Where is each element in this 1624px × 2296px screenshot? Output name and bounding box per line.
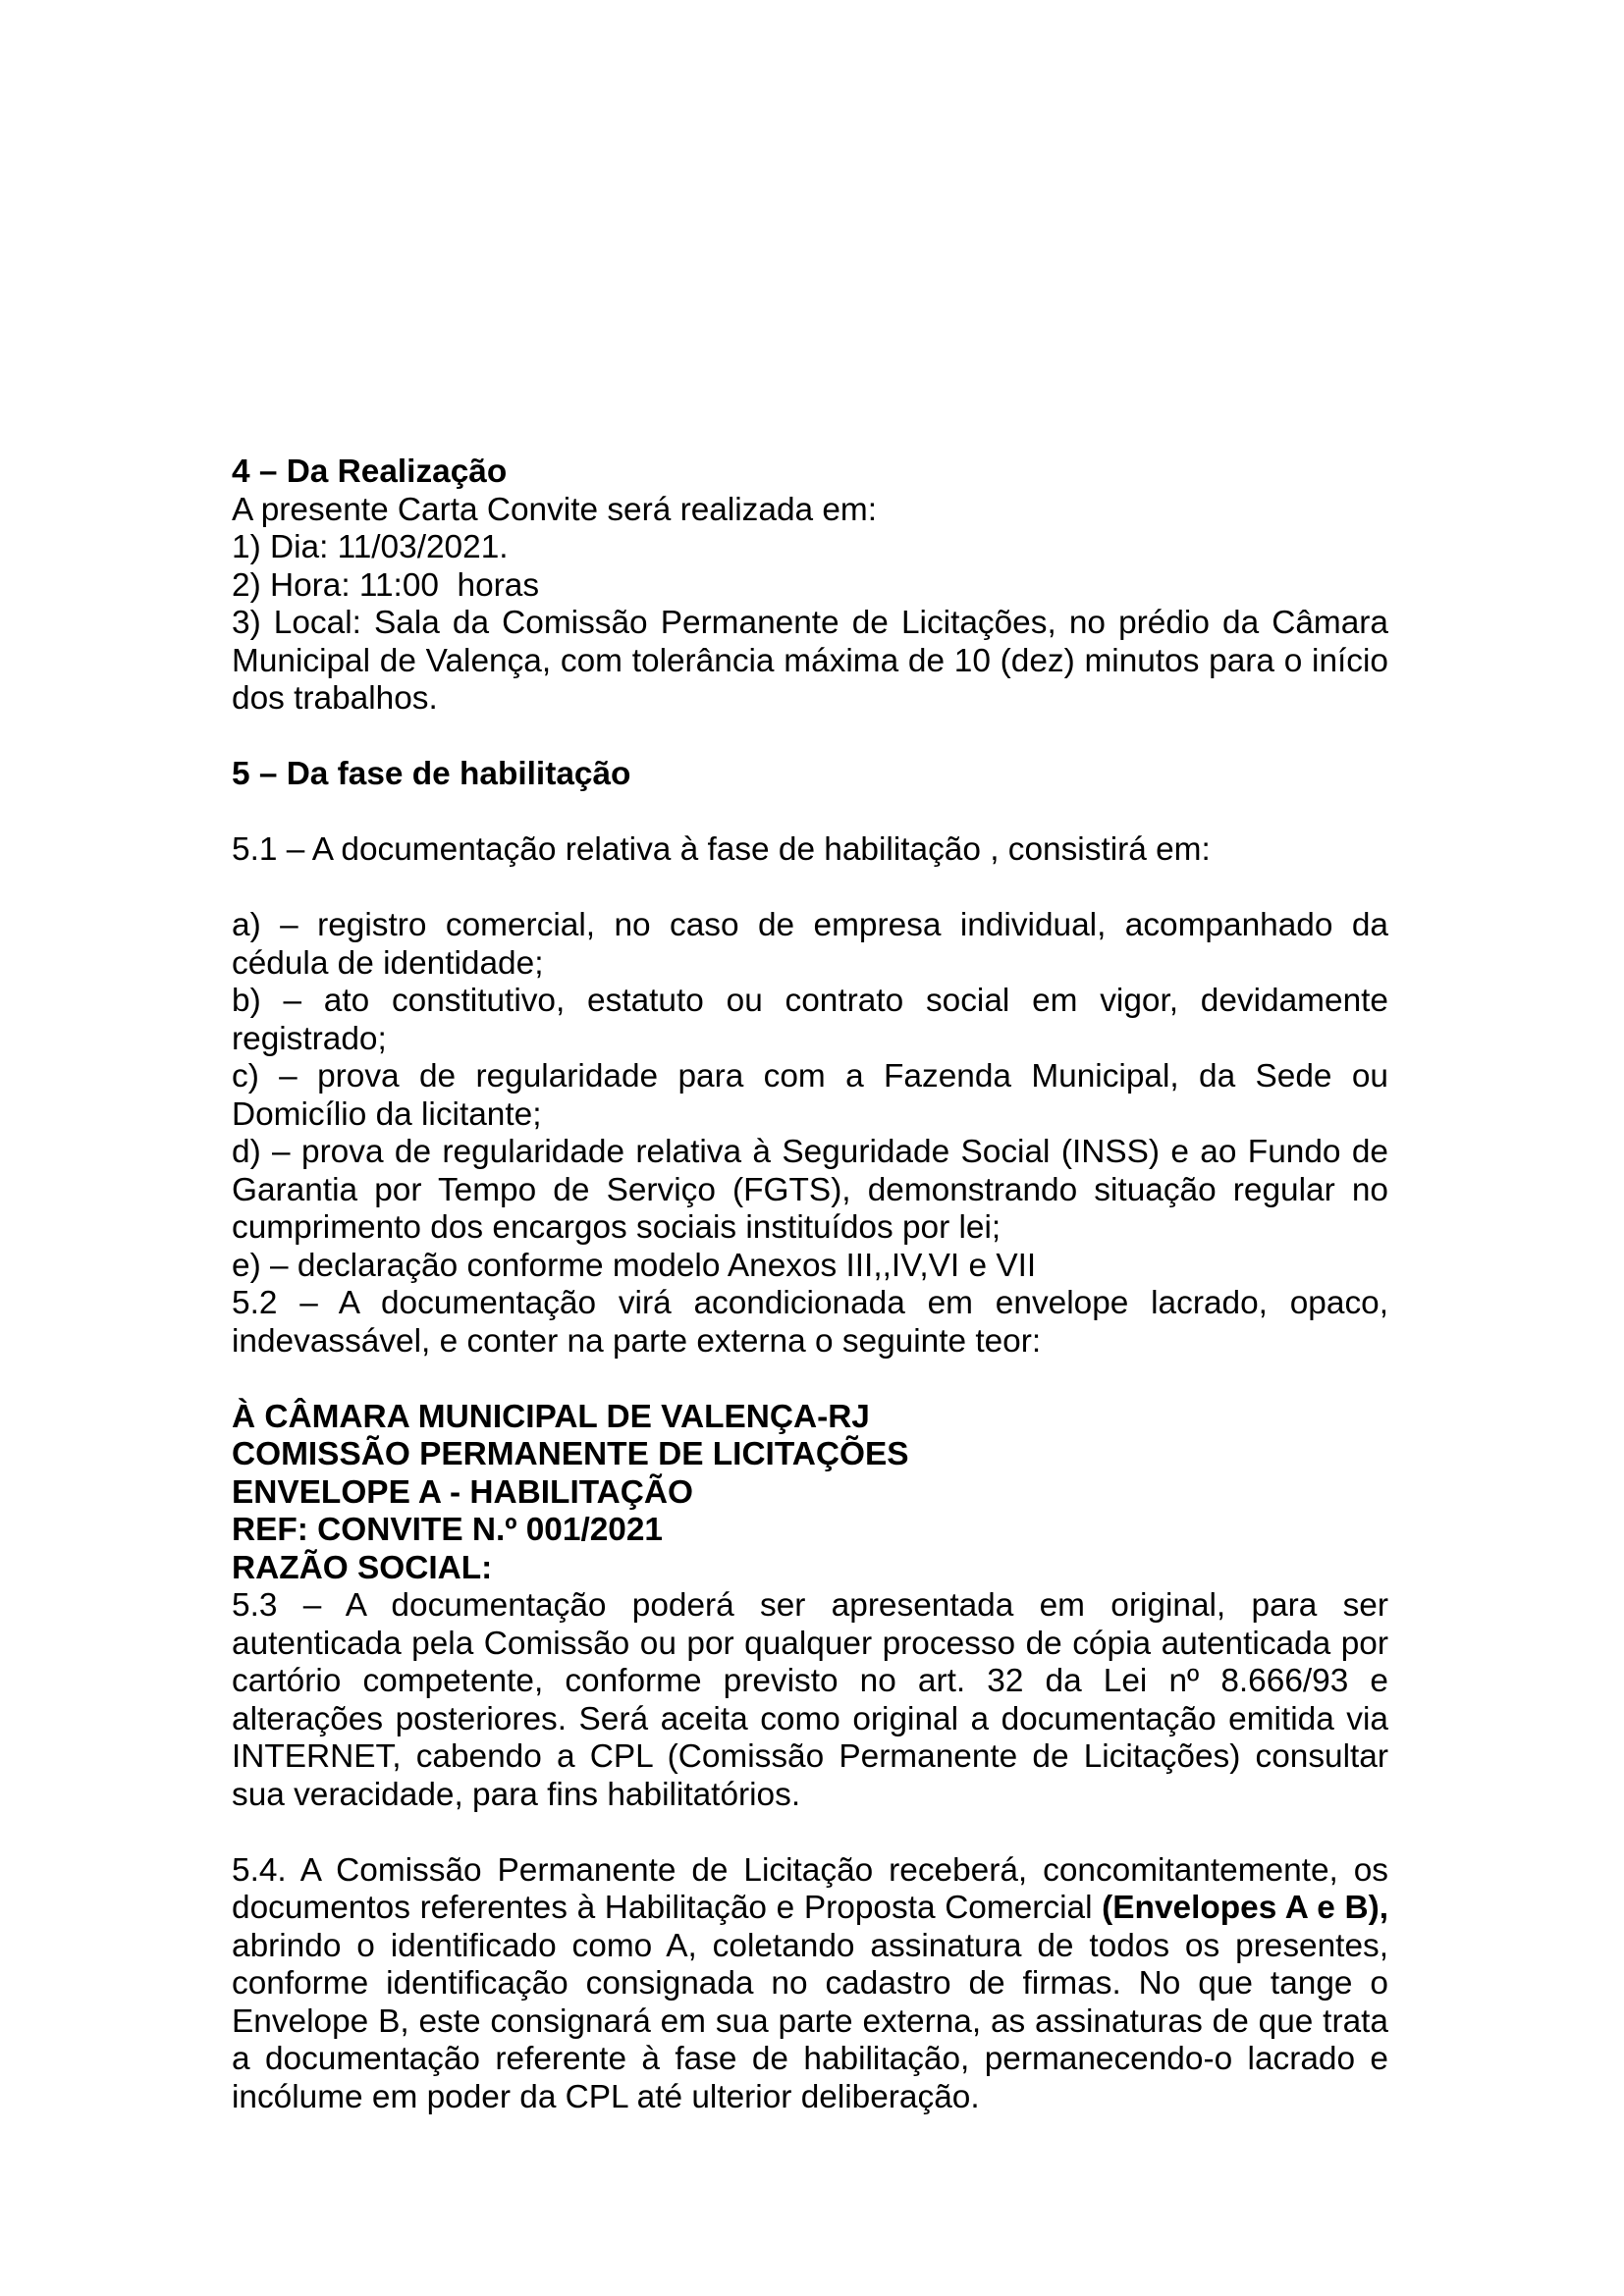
clause-5-4 [232, 1852, 1388, 2117]
section-4-item-1-date: 1) Dia: 11/03/2021. [232, 529, 509, 565]
clause-5-1-item-d: d) – prova de regularidade relativa à Seguridade Social (INSS) e ao Fundo de Garantia por Tempo de Serviço (FGTS), demonstrando situação regular no cumprimento dos encargos sociais instituídos por lei; [232, 1134, 1388, 1246]
clause-5-1-item-a: a) – registro comercial, no caso de empresa individual, acompanhado da cédula de identidade; [232, 907, 1388, 982]
section-4-heading: 4 – Da Realização [232, 454, 508, 490]
envelope-label-ref: REF: CONVITE N.º 001/2021 [232, 1512, 664, 1548]
envelope-label-addressee: À CÂMARA MUNICIPAL DE VALENÇA-RJ [232, 1398, 870, 1435]
clause-5-3: 5.3 – A documentação poderá ser apresentada em original, para ser autenticada pela Comissão ou por qualquer processo de cópia autenticada por cartório competente, conforme previsto no art. 32 da Lei nº 8.666/93 e alterações posteriores. Será aceita como original a documentação emitida via INTERNET, cabendo a CPL (Comissão Permanente de Licitações) consultar sua veracidade, para fins habilitatórios. [232, 1587, 1388, 1813]
clause-5-1-item-e: e) – declaração conforme modelo Anexos III,,IV,VI e VII [232, 1247, 1037, 1284]
blank-line [232, 719, 1388, 757]
envelope-label-committee: COMISSÃO PERMANENTE DE LICITAÇÕES [232, 1436, 909, 1472]
blank-line [232, 870, 1388, 908]
blank-line [232, 1814, 1388, 1852]
envelope-label-envelope-a: ENVELOPE A - HABILITAÇÃO [232, 1473, 693, 1511]
document-content [232, 454, 1388, 2116]
blank-line [232, 1361, 1388, 1399]
envelope-label-razao-social: RAZÃO SOCIAL: [232, 1549, 493, 1586]
section-4-intro: A presente Carta Convite será realizada em: [232, 491, 878, 528]
clause-5-1-item-c: c) – prova de regularidade para com a Fazenda Municipal, da Sede ou Domicílio da licitante; [232, 1058, 1388, 1133]
blank-line [232, 794, 1388, 832]
clause-5-2: 5.2 – A documentação virá acondicionada em envelope lacrado, opaco, indevassável, e conter na parte externa o seguinte teor: [232, 1285, 1388, 1360]
section-4-item-2-time: 2) Hora: 11:00 horas [232, 566, 540, 604]
clause-5-1-item-b: b) – ato constitutivo, estatuto ou contrato social em vigor, devidamente registrado; [232, 983, 1388, 1057]
section-4-item-3-location: 3) Local: Sala da Comissão Permanente de Licitações, no prédio da Câmara Municipal de Valença, com tolerância máxima de 10 (dez) minutos para o início dos trabalhos. [232, 605, 1388, 717]
clause-5-4-text-start: 5.4. A Comissão Permanente de Licitação receberá, concomitantemente, os documentos referentes à Habilitação e Proposta Comercial [232, 1851, 1388, 1926]
section-5-heading: 5 – Da fase de habilitação [232, 756, 631, 792]
clause-5-1: 5.1 – A documentação relativa à fase de habilitação , consistirá em: [232, 831, 1211, 868]
clause-5-4-text-end: abrindo o identificado como A, coletando assinatura de todos os presentes, conforme identificação consignada no cadastro de firmas. No que tange o Envelope B, este consignará em sua parte externa, as assinaturas de que trata a documentação referente à fase de habilitação, permanecendo-o lacrado e incólume em poder da CPL até ulterior deliberação. [232, 1927, 1388, 2115]
clause-5-4-envelopes-bold: (Envelopes A e B), [1102, 1890, 1388, 1926]
